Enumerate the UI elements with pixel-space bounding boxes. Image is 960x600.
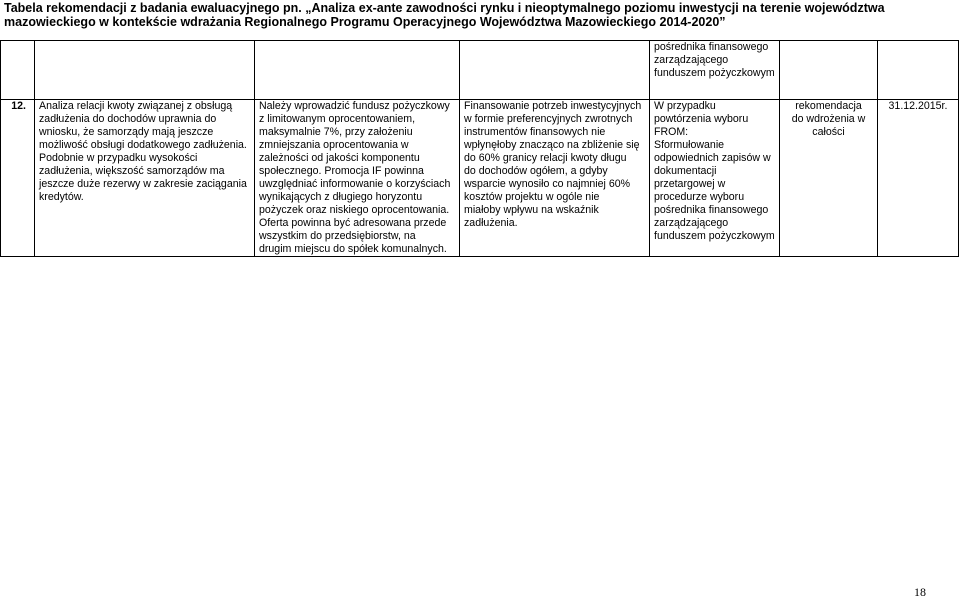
text-line: pośrednika finansowego [654, 204, 769, 216]
text-line: do dochodów ogółem, a gdyby [464, 165, 608, 177]
table-row-12 [1, 100, 959, 257]
text-line: uwzględniać informowanie o korzyściach [259, 178, 451, 190]
text-line: funduszem pożyczkowym [654, 230, 775, 242]
cell-deadline-empty [878, 41, 959, 100]
text-line: instrumentów finansowych nie [464, 126, 606, 138]
cell-recommendation [255, 100, 460, 257]
text-line: zarządzającego [654, 217, 729, 229]
text-line: kredytów. [39, 191, 84, 203]
text-line: FROM: [654, 126, 689, 138]
text-line: do 60% granicy relacji kwoty długu [464, 152, 627, 164]
cell-justification [460, 100, 650, 257]
cell-realization [650, 100, 780, 257]
text-line: funduszem pożyczkowym [654, 67, 775, 79]
cell-status [780, 100, 878, 257]
text-line: maksymalnie 7%, przy założeniu [259, 126, 413, 138]
text-line: w formie preferencyjnych zwrotnych [464, 113, 633, 125]
text-line: z limitowanym oprocentowaniem, [259, 113, 416, 125]
cell-status-empty [780, 41, 878, 100]
caption-line-1: Tabela rekomendacji z badania ewaluacyjnego pn. „Analiza ex-ante zawodności rynku i nieoptymalnego poziomu inwestycji na terenie województwa [4, 1, 885, 15]
text-line: powtórzenia wyboru [654, 113, 749, 125]
text-line: Należy wprowadzić fundusz pożyczkowy [259, 100, 450, 112]
text-line: procedurze wyboru [654, 191, 745, 203]
text-line: możliwość obsługi dodatkowego zadłużenia. [39, 139, 247, 151]
text-line: jeszcze duże rezerwy w zakresie zaciągania [39, 178, 247, 190]
page-number: 18 [914, 585, 926, 599]
caption-line-2: mazowieckiego w kontekście wdrażania Regionalnego Programu Operacyjnego Województwa Mazowieckiego 2014-2020” [4, 15, 726, 29]
cell-row-number: 12. [1, 100, 35, 257]
text-line: W przypadku [654, 100, 716, 112]
text-line: społecznego. Promocja IF powinna [259, 165, 424, 177]
text-line: Sformułowanie [654, 139, 725, 151]
text-line: pośrednika finansowego [654, 41, 769, 53]
text-line: zadłużenia, większość samorządów ma [39, 165, 225, 177]
text-line: Finansowanie potrzeb inwestycyjnych [464, 100, 642, 112]
text-line: zadłużenia do dochodów uprawnia do [39, 113, 217, 125]
text-line: Oferta powinna być adresowana przede [259, 217, 447, 229]
text-line: kosztów projektu w ogóle nie [464, 191, 600, 203]
text-line: zarządzającego [654, 54, 729, 66]
text-line: Analiza relacji kwoty związanej z obsługą [39, 100, 233, 112]
text-line: wniosku, że samorządy mają jeszcze [39, 126, 214, 138]
text-line: Podobnie w przypadku wysokości [39, 152, 198, 164]
text-line: wszystkim do przedsiębiorstw, na [259, 230, 416, 242]
text-line: drugim miejscu do spółek komunalnych. [259, 243, 447, 255]
text-line: całości [812, 126, 845, 138]
cell-realization-continuation [650, 41, 780, 100]
text-line: zależności od jakości komponentu [259, 152, 420, 164]
text-line: rekomendacja [795, 100, 862, 112]
text-line: wynikających z długiego horyzontu [259, 191, 423, 203]
text-line: dokumentacji [654, 165, 717, 177]
cell-number-empty [1, 41, 35, 100]
text-line: wsparcie wynosiło co najmniej 60% [464, 178, 631, 190]
text-line: przetargowej w [654, 178, 726, 190]
table-caption [4, 1, 954, 29]
text-line: zmniejszania oprocentowania w [259, 139, 409, 151]
text-line: odpowiednich zapisów w [654, 152, 771, 164]
cell-recommendation-empty [255, 41, 460, 100]
table-row-previous-continuation [1, 41, 959, 100]
text-line: wpłynęłoby znacząco na zbliżenie się [464, 139, 640, 151]
recommendations-table-container [0, 40, 960, 257]
text-line: do wdrożenia w [791, 113, 866, 125]
cell-conclusion [35, 100, 255, 257]
recommendations-table [0, 40, 959, 257]
text-line: zadłużenia. [464, 217, 518, 229]
cell-deadline: 31.12.2015r. [878, 100, 959, 257]
text-line: pożyczek oraz niskiego oprocentowania. [259, 204, 450, 216]
text-line: miałoby wpływu na wskaźnik [464, 204, 599, 216]
cell-conclusion-empty [35, 41, 255, 100]
cell-justification-empty [460, 41, 650, 100]
